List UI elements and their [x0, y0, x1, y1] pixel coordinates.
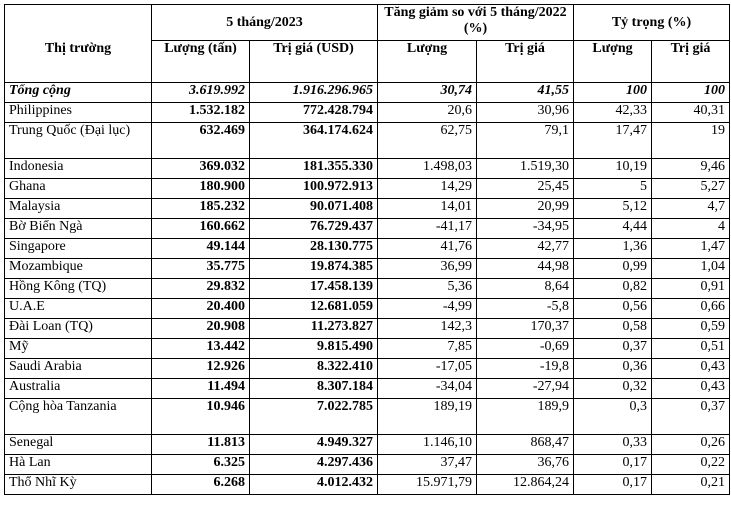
cell-change-value: 44,98 — [477, 259, 574, 279]
table-row — [5, 455, 730, 475]
cell-value: 100.972.913 — [250, 179, 378, 199]
cell-volume: 160.662 — [152, 219, 250, 239]
cell-change-value: -0,69 — [477, 339, 574, 359]
cell-market: Thổ Nhĩ Kỳ — [5, 475, 152, 495]
cell-value: 8.322.410 — [250, 359, 378, 379]
cell-change-volume: 15.971,79 — [378, 475, 477, 495]
cell-change-value: 36,76 — [477, 455, 574, 475]
cell-volume: 369.032 — [152, 159, 250, 179]
cell-share-volume: 42,33 — [574, 103, 652, 123]
header-volume-ton: Lượng (tấn) — [152, 41, 250, 83]
table-row — [5, 159, 730, 179]
cell-change-value: 1.519,30 — [477, 159, 574, 179]
cell-share-volume: 10,19 — [574, 159, 652, 179]
cell-volume: 49.144 — [152, 239, 250, 259]
table-row — [5, 379, 730, 399]
cell-change-volume: 5,36 — [378, 279, 477, 299]
cell-share-volume: 0,33 — [574, 435, 652, 455]
cell-change-volume: 41,76 — [378, 239, 477, 259]
cell-volume: 20.400 — [152, 299, 250, 319]
cell-market: Hà Lan — [5, 455, 152, 475]
cell-volume: 12.926 — [152, 359, 250, 379]
header-change-value: Trị giá — [477, 41, 574, 83]
cell-value: 17.458.139 — [250, 279, 378, 299]
cell-volume: 180.900 — [152, 179, 250, 199]
cell-change-value: 42,77 — [477, 239, 574, 259]
cell-change-volume: 36,99 — [378, 259, 477, 279]
cell-change-value: 41,55 — [477, 83, 574, 103]
header-change: Tăng giảm so với 5 tháng/2022 (%) — [378, 5, 574, 41]
cell-market: Australia — [5, 379, 152, 399]
table-row — [5, 399, 730, 435]
cell-share-volume: 100 — [574, 83, 652, 103]
cell-volume: 185.232 — [152, 199, 250, 219]
table-row — [5, 475, 730, 495]
cell-share-value: 0,21 — [652, 475, 730, 495]
table-row — [5, 435, 730, 455]
cell-share-volume: 17,47 — [574, 123, 652, 159]
cell-change-volume: 142,3 — [378, 319, 477, 339]
table-row — [5, 359, 730, 379]
cell-change-value: 20,99 — [477, 199, 574, 219]
cell-share-volume: 0,3 — [574, 399, 652, 435]
cell-change-value: -19,8 — [477, 359, 574, 379]
cell-market: Ghana — [5, 179, 152, 199]
table-row — [5, 299, 730, 319]
cell-market: Đài Loan (TQ) — [5, 319, 152, 339]
cell-share-volume: 0,37 — [574, 339, 652, 359]
cell-volume: 632.469 — [152, 123, 250, 159]
market-table — [4, 4, 730, 495]
cell-share-value: 9,46 — [652, 159, 730, 179]
cell-share-value: 1,04 — [652, 259, 730, 279]
cell-change-volume: 189,19 — [378, 399, 477, 435]
cell-value: 11.273.827 — [250, 319, 378, 339]
cell-market: Cộng hòa Tanzania — [5, 399, 152, 435]
cell-share-value: 0,37 — [652, 399, 730, 435]
cell-market: Hồng Kông (TQ) — [5, 279, 152, 299]
cell-market: Mozambique — [5, 259, 152, 279]
cell-share-value: 40,31 — [652, 103, 730, 123]
cell-change-volume: -4,99 — [378, 299, 477, 319]
cell-value: 181.355.330 — [250, 159, 378, 179]
cell-change-volume: -17,05 — [378, 359, 477, 379]
cell-value: 90.071.408 — [250, 199, 378, 219]
header-share-value: Trị giá — [652, 41, 730, 83]
cell-market: Indonesia — [5, 159, 152, 179]
cell-change-value: 12.864,24 — [477, 475, 574, 495]
cell-share-value: 1,47 — [652, 239, 730, 259]
cell-value: 8.307.184 — [250, 379, 378, 399]
header-share-volume: Lượng — [574, 41, 652, 83]
cell-value: 1.916.296.965 — [250, 83, 378, 103]
cell-value: 772.428.794 — [250, 103, 378, 123]
cell-change-value: 79,1 — [477, 123, 574, 159]
cell-volume: 1.532.182 — [152, 103, 250, 123]
cell-value: 76.729.437 — [250, 219, 378, 239]
cell-change-volume: 7,85 — [378, 339, 477, 359]
cell-value: 364.174.624 — [250, 123, 378, 159]
cell-volume: 13.442 — [152, 339, 250, 359]
cell-market: Senegal — [5, 435, 152, 455]
cell-share-volume: 5,12 — [574, 199, 652, 219]
cell-share-volume: 0,56 — [574, 299, 652, 319]
cell-value: 19.874.385 — [250, 259, 378, 279]
cell-market: Mỹ — [5, 339, 152, 359]
cell-change-volume: 1.498,03 — [378, 159, 477, 179]
cell-share-value: 4 — [652, 219, 730, 239]
header-change-volume: Lượng — [378, 41, 477, 83]
cell-volume: 11.494 — [152, 379, 250, 399]
cell-change-value: 868,47 — [477, 435, 574, 455]
cell-change-value: -34,95 — [477, 219, 574, 239]
cell-share-value: 0,51 — [652, 339, 730, 359]
header-period: 5 tháng/2023 — [152, 5, 378, 41]
cell-share-value: 100 — [652, 83, 730, 103]
table-row — [5, 199, 730, 219]
cell-change-value: 25,45 — [477, 179, 574, 199]
cell-volume: 3.619.992 — [152, 83, 250, 103]
table-row — [5, 339, 730, 359]
cell-change-volume: -34,04 — [378, 379, 477, 399]
cell-share-volume: 0,58 — [574, 319, 652, 339]
cell-value: 4.949.327 — [250, 435, 378, 455]
cell-share-volume: 4,44 — [574, 219, 652, 239]
cell-volume: 35.775 — [152, 259, 250, 279]
cell-change-volume: 14,29 — [378, 179, 477, 199]
cell-volume: 11.813 — [152, 435, 250, 455]
cell-share-value: 4,7 — [652, 199, 730, 219]
cell-share-value: 0,91 — [652, 279, 730, 299]
table-row — [5, 103, 730, 123]
cell-change-value: 30,96 — [477, 103, 574, 123]
cell-volume: 6.325 — [152, 455, 250, 475]
cell-change-volume: 1.146,10 — [378, 435, 477, 455]
table-row — [5, 259, 730, 279]
table-row — [5, 239, 730, 259]
cell-change-value: 189,9 — [477, 399, 574, 435]
header-value-usd: Trị giá (USD) — [250, 41, 378, 83]
cell-change-value: 170,37 — [477, 319, 574, 339]
cell-market: Tổng cộng — [5, 83, 152, 103]
cell-volume: 29.832 — [152, 279, 250, 299]
cell-share-volume: 0,32 — [574, 379, 652, 399]
table-row — [5, 219, 730, 239]
cell-share-value: 0,26 — [652, 435, 730, 455]
cell-change-value: -27,94 — [477, 379, 574, 399]
cell-value: 4.012.432 — [250, 475, 378, 495]
cell-value: 12.681.059 — [250, 299, 378, 319]
cell-share-value: 0,43 — [652, 379, 730, 399]
cell-change-volume: 20,6 — [378, 103, 477, 123]
cell-share-value: 0,59 — [652, 319, 730, 339]
cell-volume: 6.268 — [152, 475, 250, 495]
cell-share-volume: 0,82 — [574, 279, 652, 299]
cell-volume: 20.908 — [152, 319, 250, 339]
table-row — [5, 179, 730, 199]
cell-share-volume: 1,36 — [574, 239, 652, 259]
cell-change-volume: 30,74 — [378, 83, 477, 103]
cell-value: 7.022.785 — [250, 399, 378, 435]
cell-change-volume: 14,01 — [378, 199, 477, 219]
cell-volume: 10.946 — [152, 399, 250, 435]
cell-share-volume: 0,17 — [574, 475, 652, 495]
cell-share-value: 0,43 — [652, 359, 730, 379]
cell-market: U.A.E — [5, 299, 152, 319]
cell-market: Singapore — [5, 239, 152, 259]
cell-share-value: 0,22 — [652, 455, 730, 475]
cell-share-volume: 5 — [574, 179, 652, 199]
cell-share-volume: 0,99 — [574, 259, 652, 279]
total-row — [5, 83, 730, 103]
cell-value: 4.297.436 — [250, 455, 378, 475]
table-row — [5, 279, 730, 299]
cell-value: 9.815.490 — [250, 339, 378, 359]
cell-market: Philippines — [5, 103, 152, 123]
cell-share-volume: 0,36 — [574, 359, 652, 379]
cell-change-value: 8,64 — [477, 279, 574, 299]
cell-change-volume: 62,75 — [378, 123, 477, 159]
cell-market: Trung Quốc (Đại lục) — [5, 123, 152, 159]
cell-market: Bờ Biển Ngà — [5, 219, 152, 239]
header-market: Thị trường — [5, 5, 152, 83]
cell-change-volume: -41,17 — [378, 219, 477, 239]
cell-market: Malaysia — [5, 199, 152, 219]
table-row — [5, 319, 730, 339]
cell-value: 28.130.775 — [250, 239, 378, 259]
table-row — [5, 123, 730, 159]
cell-share-value: 5,27 — [652, 179, 730, 199]
cell-share-value: 0,66 — [652, 299, 730, 319]
cell-market: Saudi Arabia — [5, 359, 152, 379]
header-share: Tỷ trọng (%) — [574, 5, 730, 41]
cell-change-volume: 37,47 — [378, 455, 477, 475]
cell-share-value: 19 — [652, 123, 730, 159]
cell-change-value: -5,8 — [477, 299, 574, 319]
cell-share-volume: 0,17 — [574, 455, 652, 475]
